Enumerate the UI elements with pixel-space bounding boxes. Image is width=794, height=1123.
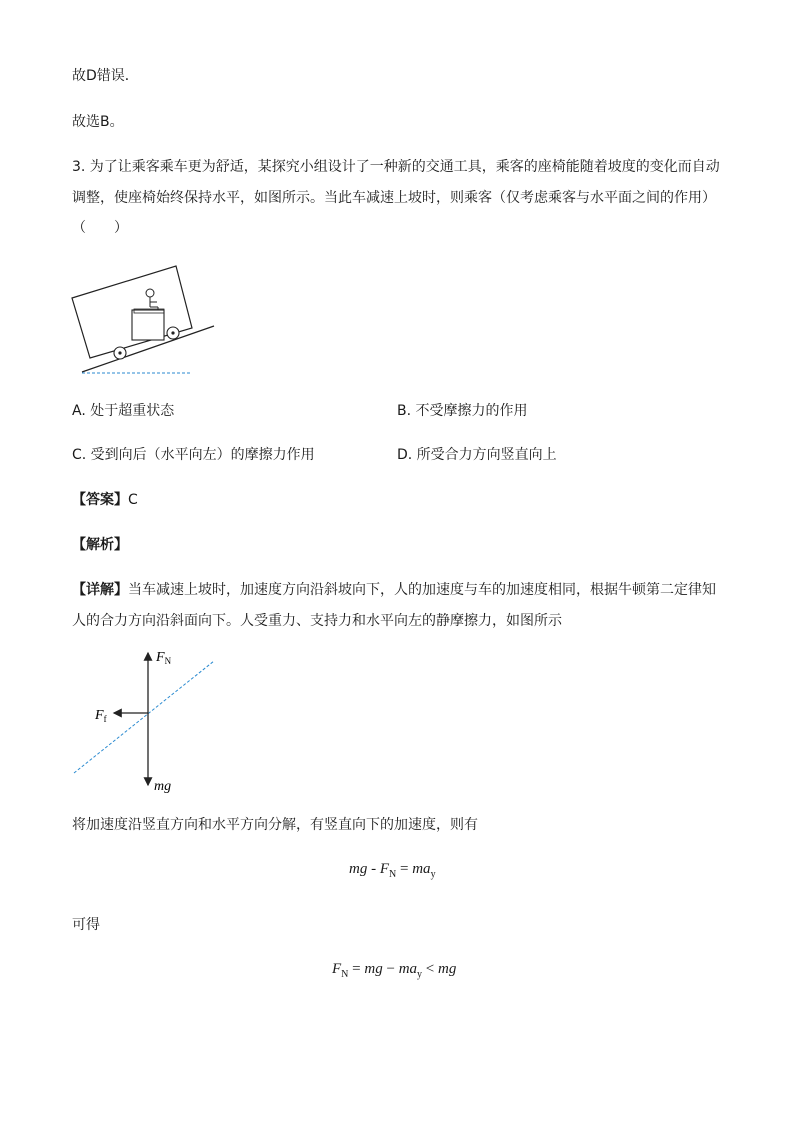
ff-label: $F_f$ bbox=[95, 708, 107, 724]
fn-label: $F_N$ bbox=[156, 650, 172, 666]
mg-label: mg bbox=[154, 779, 172, 794]
detail-text: 人的合力方向沿斜面向下。人受重力、支持力和水平向左的静摩擦力，如图所示 bbox=[72, 613, 562, 629]
vehicle-on-slope-figure bbox=[68, 258, 218, 378]
option-d: D. 所受合力方向竖直向上 bbox=[397, 447, 557, 463]
analysis-line bbox=[72, 535, 128, 555]
detail-text: 当车减速上坡时，加速度方向沿斜坡向下，人的加速度与车的加速度相同，根据牛顿第二定律知 bbox=[128, 582, 716, 598]
formula-2: $F_N$ = mg − $ma_y$ < mg bbox=[332, 961, 457, 980]
answer-value: C bbox=[128, 492, 138, 508]
analysis-tag: 【解析】 bbox=[72, 537, 128, 553]
force-diagram bbox=[70, 645, 230, 800]
formula-1: mg - $F_N = ma_y$ bbox=[349, 861, 436, 880]
question-3-text: 调整，使座椅始终保持水平，如图所示。当此车减速上坡时，则乘客（仅考虑乘客与水平面之间的作用） bbox=[72, 190, 716, 206]
detail-line bbox=[72, 580, 716, 600]
option-b: B. 不受摩擦力的作用 bbox=[397, 403, 528, 419]
text-line: 故D错误． bbox=[72, 68, 139, 84]
option-c: C. 受到向后（水平向左）的摩擦力作用 bbox=[72, 447, 315, 463]
option-a: A. 处于超重状态 bbox=[72, 403, 175, 419]
answer-tag: 【答案】 bbox=[72, 492, 128, 508]
question-3-text: 3. 为了让乘客乘车更为舒适，某探究小组设计了一种新的交通工具，乘客的座椅能随着坡度的变化而自动 bbox=[72, 159, 720, 175]
question-3-bracket: （ ） bbox=[72, 220, 128, 236]
answer-line bbox=[72, 490, 138, 510]
detail-tag: 【详解】 bbox=[72, 582, 128, 598]
result-text: 可得 bbox=[72, 917, 100, 933]
text-line: 故选B。 bbox=[72, 114, 124, 130]
decompose-text: 将加速度沿竖直方向和水平方向分解，有竖直向下的加速度，则有 bbox=[72, 817, 478, 833]
